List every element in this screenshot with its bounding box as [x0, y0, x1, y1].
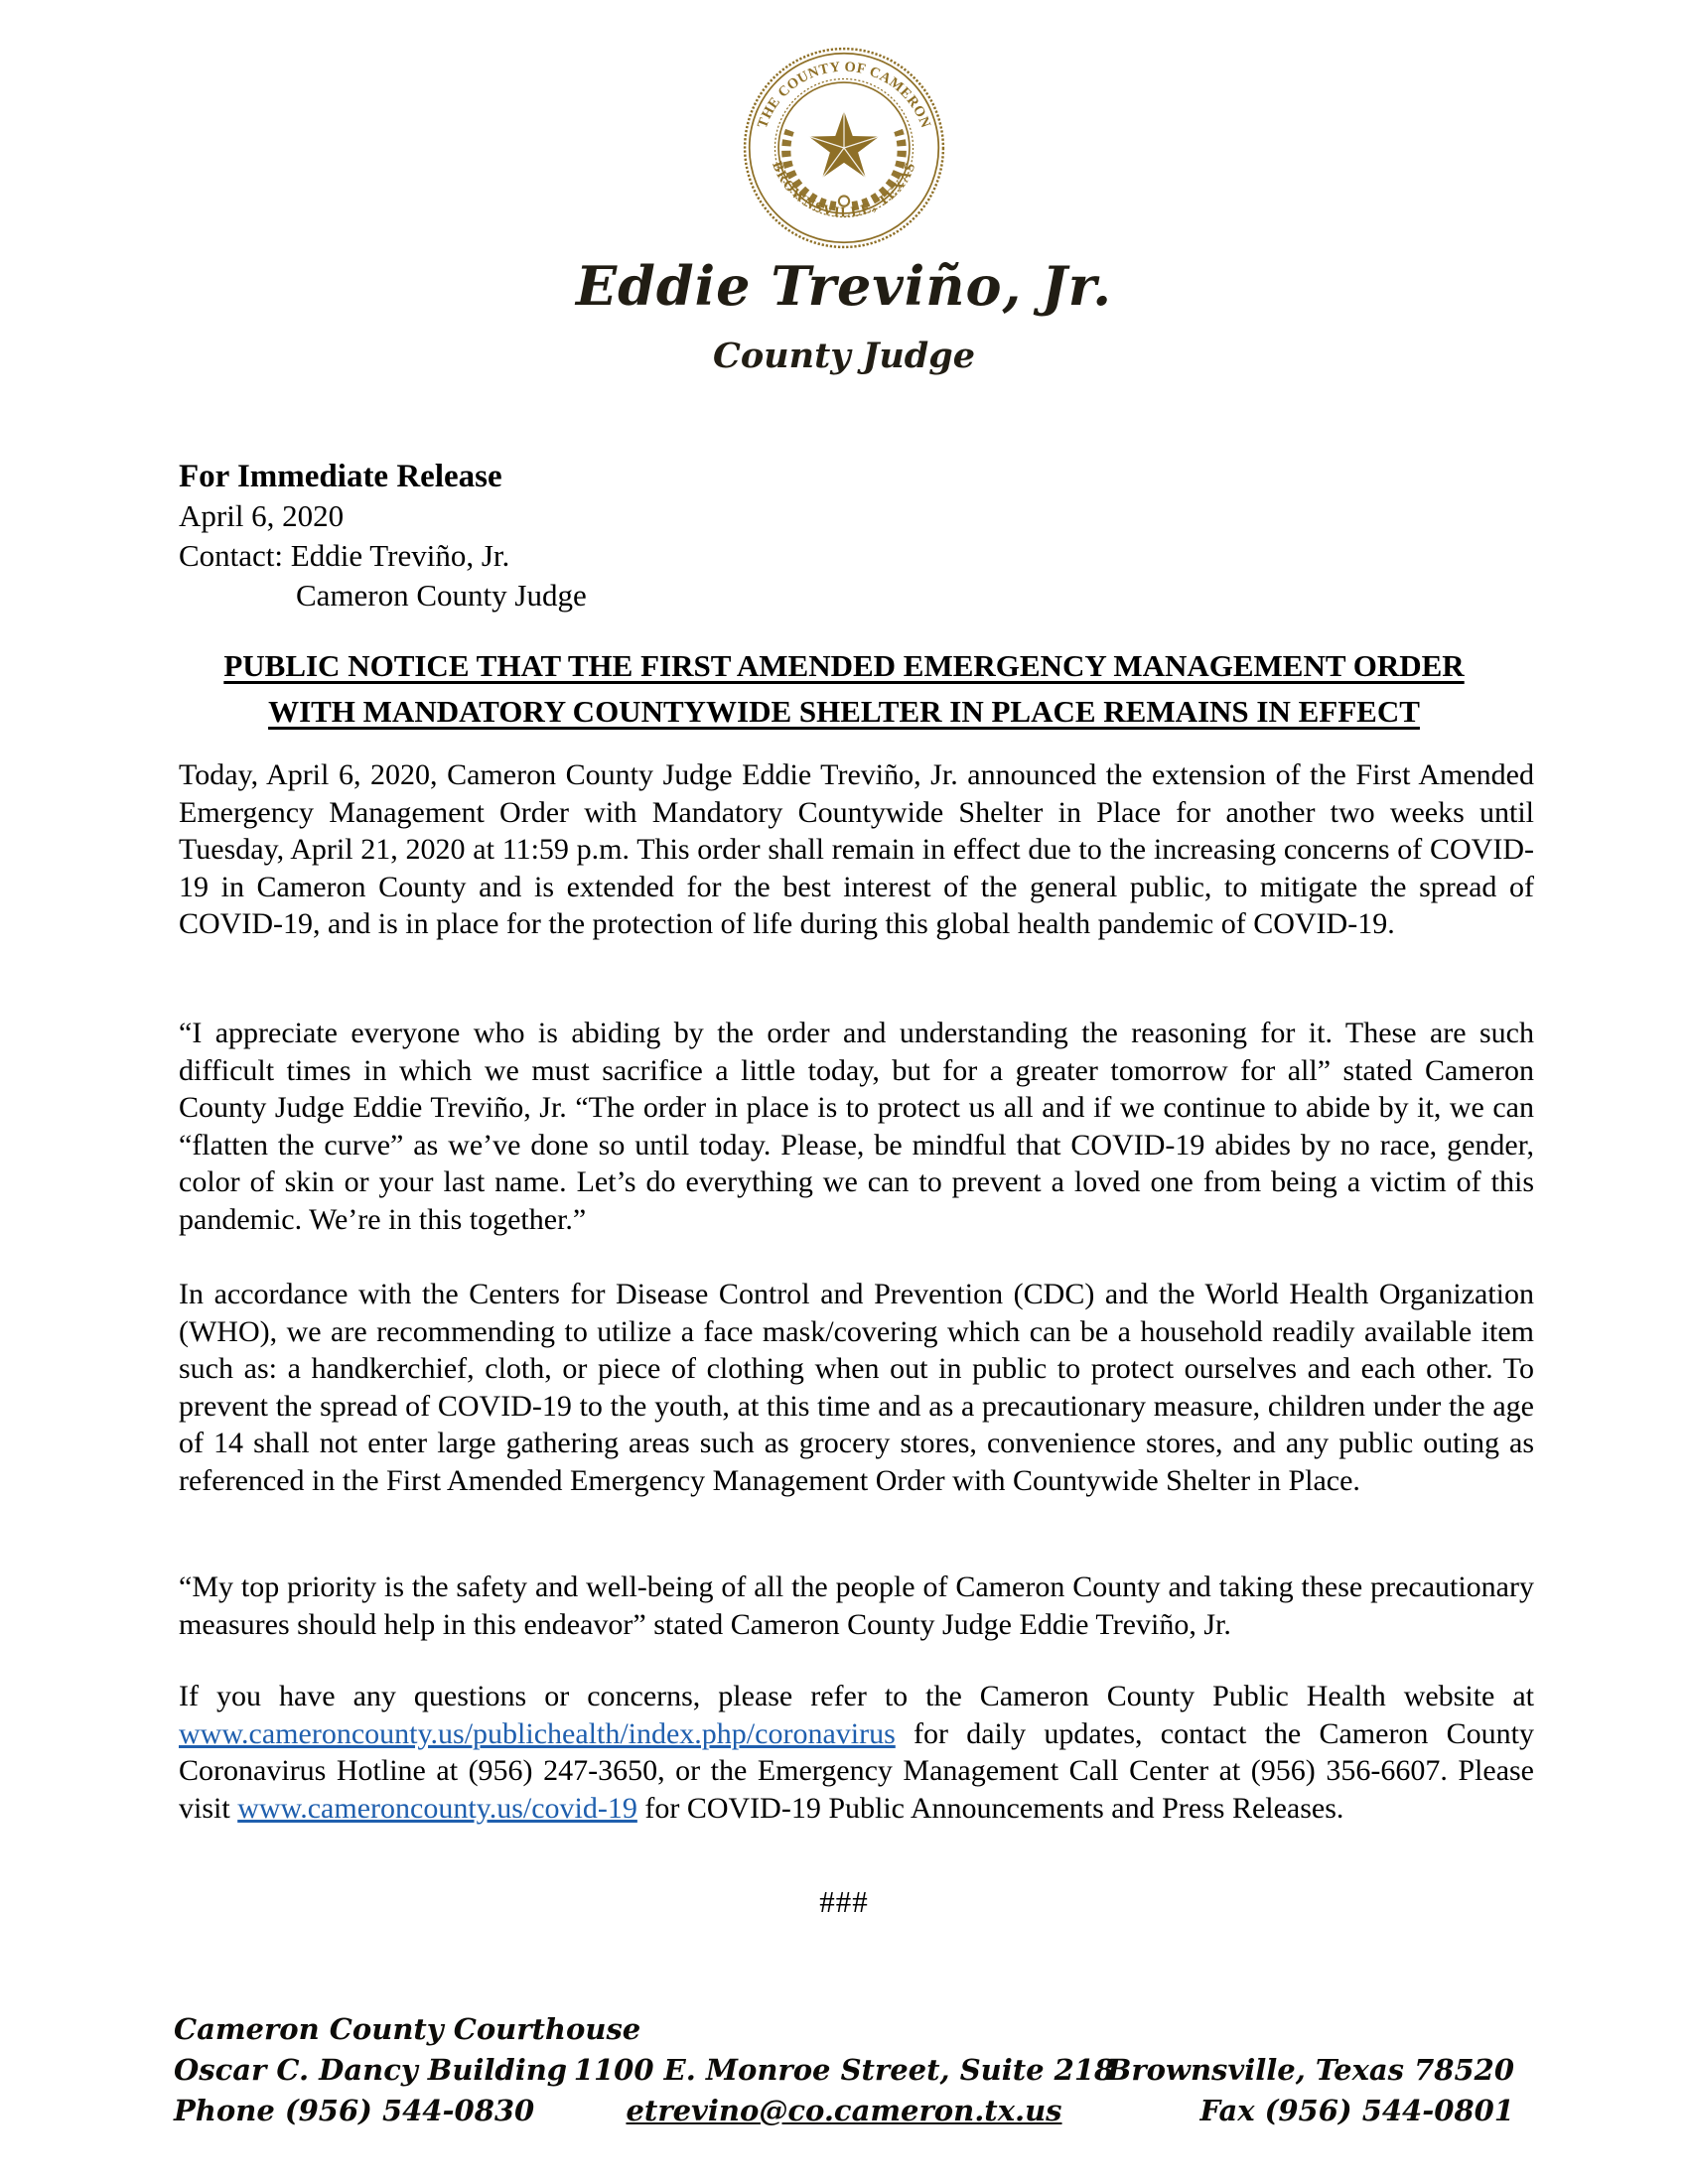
release-contact: Contact: Eddie Treviño, Jr. [179, 538, 510, 573]
paragraph-cdc-who-guidance: In accordance with the Centers for Disease Control and Prevention (CDC) and the World Health Organization (WHO), we are recommending to utilize a face mask/covering which can be a household readily available item such as: a handkerchief, cloth, or piece of clothing when out in public to protect ourselves and each other. To prevent the spread of COVID-19 to the youth, at this time and as a precautionary measure, children under the age of 14 shall not enter large gathering areas such as grocery stores, convenience stores, and any public outing as referenced in the First Amended Emergency Management Order with Countywide Shelter in Place. [179, 1278, 1534, 1497]
paragraph-contact-info [179, 1678, 1534, 1827]
county-seal-graphic [742, 46, 946, 250]
contact-info-text-before: If you have any questions or concerns, please refer to the Cameron County Public Health website at [179, 1680, 1534, 1712]
release-label: For Immediate Release [179, 459, 502, 494]
release-contact-title: Cameron County Judge [296, 578, 587, 613]
notice-headline-line2: WITH MANDATORY COUNTYWIDE SHELTER IN PLACE REMAINS IN EFFECT [268, 694, 1420, 729]
footer-fax: Fax (956) 544-0801 [1199, 2094, 1514, 2127]
end-of-release-mark: ### [819, 1884, 869, 1919]
notice-headline [0, 643, 1688, 735]
public-health-website-link[interactable]: www.cameroncounty.us/publichealth/index.php/coronavirus [179, 1716, 896, 1750]
contact-info-text-after: for COVID-19 Public Announcements and Press Releases. [636, 1791, 1344, 1825]
letterhead-title: County Judge [712, 336, 975, 376]
release-info-block [179, 457, 587, 615]
footer-courthouse-name: Cameron County Courthouse [174, 2012, 641, 2046]
seal-top-text: THE COUNTY OF CAMERON [754, 59, 934, 131]
footer-city-state-zip: Brownsville, Texas 78520 [1106, 2053, 1514, 2087]
paragraph-judge-quote-1: “I appreciate everyone who is abiding by the order and understanding the reasoning for it. These are such difficult times in which we must sacrifice a little today, but for a greater tomorrow for all” stated Cameron County Judge Eddie Treviño, Jr. “The order in place is to protect us all and if we continue to abide by it, we can “flatten the curve” as we’ve done so until today. Please, be mindful that COVID-19 abides by no race, gender, color of skin or your last name. Let’s do everything we can to prevent a loved one from being a victim of this pandemic. We’re in this together.” [179, 1017, 1534, 1236]
star-icon [809, 111, 879, 178]
footer-phone: Phone (956) 544-0830 [174, 2094, 535, 2127]
paragraph-extension-announcement: Today, April 6, 2020, Cameron County Judge Eddie Treviño, Jr. announced the extension of the First Amended Emergency Management Order with Mandatory Countywide Shelter in Place for another two weeks until Tuesday, April 21, 2020 at 11:59 p.m. This order shall remain in effect due to the increasing concerns of COVID-19 in Cameron County and is extended for the best interest of the general public, to mitigate the spread of COVID-19, and is in place for the protection of life during this global health pandemic of COVID-19. [179, 758, 1534, 940]
footer-left-column [174, 2009, 640, 2131]
footer-email-link[interactable]: etrevino@co.cameron.tx.us [626, 2094, 1062, 2127]
seal-bottom-text: BROWNSVILLE, TEXAS [769, 159, 919, 221]
footer-center-column [574, 2050, 1114, 2131]
footer-right-column [1107, 2050, 1514, 2131]
footer-building-name: Oscar C. Dancy Building [174, 2053, 568, 2087]
contact-info-text-middle: for daily updates, contact the Cameron County Coronavirus Hotline at (956) 247-3650, or the Emergency Management Call Center at (956) 356-6607. Please visit [179, 1716, 1534, 1825]
county-seal [742, 46, 946, 250]
release-date: April 6, 2020 [179, 498, 345, 533]
letterhead-name: Eddie Treviño, Jr. [575, 254, 1113, 318]
footer-street-address: 1100 E. Monroe Street, Suite 218 [573, 2053, 1115, 2087]
covid19-website-link[interactable]: www.cameroncounty.us/covid-19 [237, 1791, 637, 1825]
notice-headline-line1: PUBLIC NOTICE THAT THE FIRST AMENDED EMERGENCY MANAGEMENT ORDER [223, 648, 1465, 683]
paragraph-judge-quote-2: “My top priority is the safety and well-being of all the people of Cameron County and taking these precautionary measures should help in this endeavor” stated Cameron County Judge Eddie Treviño, Jr. [179, 1570, 1534, 1641]
